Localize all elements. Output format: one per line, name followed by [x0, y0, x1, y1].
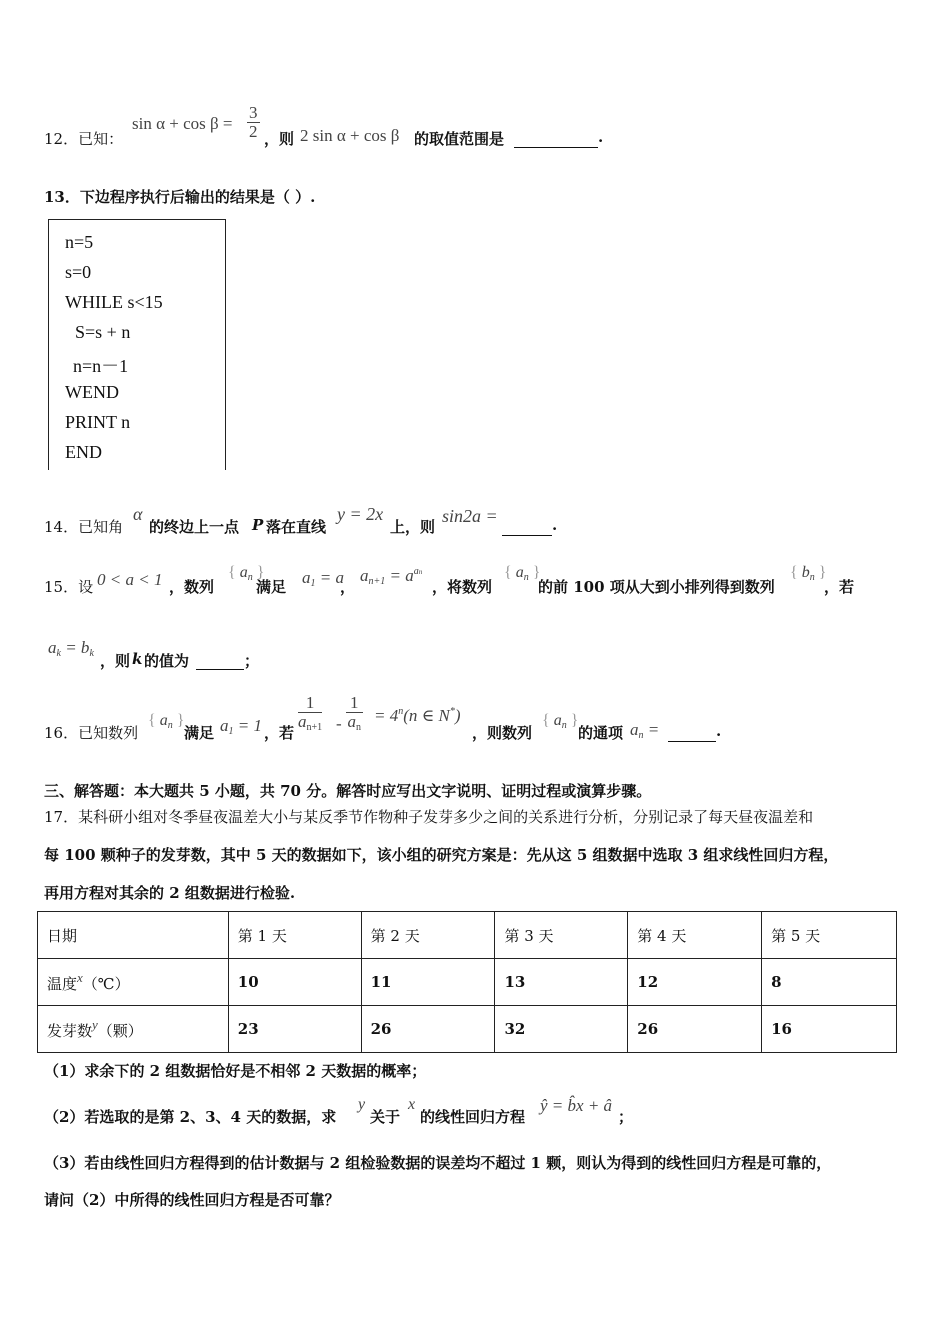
- q14-answer-blank: [502, 534, 552, 536]
- q17-regression-equation: ŷ = b̂x + â: [540, 1096, 613, 1115]
- q16-rhs-sup: n: [398, 706, 404, 717]
- q16-rhs: [374, 706, 461, 726]
- section-3-heading: 三、解答题：本大题共 5 小题，共 70 分。解答时应写出文字说明、证明过程或演算步骤。: [44, 782, 652, 800]
- q12-answer-blank: [514, 146, 598, 148]
- q14-line-equation: y = 2x: [337, 504, 384, 524]
- q16-a1-rhs: = 1: [237, 716, 262, 735]
- q17-sub2-y: y: [358, 1096, 366, 1113]
- q16-an-sub-2: n: [561, 720, 567, 731]
- q15-semicolon: ；: [244, 652, 260, 670]
- q17-sub-3-line-2: 请问（2）中所得的线性回归方程是否可靠？: [44, 1191, 340, 1209]
- q16-sequence-an-2: { $a_n$ }: [542, 712, 579, 731]
- q16-part1: 16．已知数列: [44, 724, 139, 742]
- q16-gen-letter: a: [630, 720, 639, 739]
- germination-label-cell: [38, 1006, 229, 1053]
- q16-rhs-star: *: [449, 706, 455, 717]
- q16-an-letter-2: a: [553, 712, 562, 729]
- table-cell: 13: [495, 959, 628, 1006]
- table-row-germination: [38, 1006, 897, 1053]
- code-line: n=5: [65, 232, 94, 252]
- q15-part8: 的值为: [144, 652, 190, 670]
- q15-sequence-an-2: { $a_n$ }: [504, 564, 541, 583]
- table-cell: 12: [628, 959, 762, 1006]
- q15-rec-rhs: = a: [389, 566, 414, 585]
- q16-part3: ，若: [264, 724, 295, 742]
- table-row-temperature: [38, 959, 897, 1006]
- q15-ak-letter: a: [48, 638, 57, 657]
- table-header-cell: 第 5 天: [762, 912, 897, 959]
- q12-fraction: [247, 104, 260, 141]
- q15-part1: 15．设: [44, 578, 94, 596]
- q15-rec-sub: n+1: [368, 576, 386, 587]
- q15-comma: ，: [340, 578, 356, 596]
- q17-line-2: 每 100 颗种子的发芽数，其中 5 天的数据如下，该小组的研究方案是：先从这 5 组数据中选取 3 组求线性回归方程，: [44, 846, 839, 864]
- q15-a1-sub: 1: [310, 578, 316, 589]
- q15-part5: 的前 100 项从大到小排列得到数列: [538, 578, 775, 596]
- q14-part2: 的终边上一点: [149, 518, 240, 536]
- q16-sequence-an: { $a_n$ }: [148, 712, 185, 731]
- q12-tail: 的取值范围是: [414, 130, 505, 148]
- q14-expression: sin2a =: [442, 506, 498, 526]
- temperature-var: x: [77, 970, 83, 985]
- q15-an-letter-2: a: [515, 564, 524, 581]
- q15-part2: ，数列: [169, 578, 215, 596]
- q15-part6: ，若: [824, 578, 855, 596]
- q15-k: k: [132, 650, 143, 668]
- q15-rec-sup-letter: a: [413, 566, 419, 577]
- q15-rec-lhs: a: [360, 566, 369, 585]
- q16-f2-den: [346, 713, 363, 737]
- q16-f2-num: 1: [346, 694, 363, 713]
- table-header-cell: 第 1 天: [228, 912, 361, 959]
- code-line: WHILE s<15: [65, 292, 163, 312]
- table-header-cell: 第 4 天: [628, 912, 762, 959]
- q16-fraction-2: [346, 694, 363, 737]
- q15-ak-sub: k: [56, 648, 61, 659]
- q16-gen-sub: n: [638, 730, 644, 741]
- q16-minus: -: [336, 714, 342, 733]
- q12-then: ，则: [264, 130, 295, 148]
- data-table: [37, 911, 897, 1053]
- q15-an-sub-2: n: [523, 572, 529, 583]
- q16-f1-den-letter: a: [298, 712, 307, 731]
- q16-rhs-eq: = 4: [374, 706, 399, 725]
- q17-sub2-part3: 的线性回归方程: [420, 1108, 526, 1126]
- q17-line-1: 17．某科研小组对冬季昼夜温差大小与某反季节作物种子发芽多少之间的关系进行分析，分别记录了每天昼夜温差和: [44, 808, 814, 826]
- q16-f1-num: 1: [298, 694, 322, 713]
- q15-condition: 0 < a < 1: [97, 570, 163, 589]
- table-header-cell: 日期: [38, 912, 229, 959]
- table-cell: 16: [762, 1006, 897, 1053]
- table-header-cell: 第 2 天: [361, 912, 495, 959]
- temperature-label: 温度: [47, 975, 78, 993]
- q15-part3: 满足: [256, 578, 287, 596]
- q16-fraction-1: [298, 694, 322, 737]
- q14-part1: 14．已知角: [44, 518, 124, 536]
- table-cell: 10: [228, 959, 361, 1006]
- table-cell: 26: [361, 1006, 495, 1053]
- q15-sequence-an: { $a_n$ }: [228, 564, 265, 583]
- q14-point-p: P: [252, 516, 264, 534]
- q16-rhs-close: ): [454, 706, 461, 725]
- q15-an-letter: a: [239, 564, 248, 581]
- table-header-cell: 第 3 天: [495, 912, 628, 959]
- q17-sub-1: （1）求余下的 2 组数据恰好是不相邻 2 天数据的概率；: [44, 1062, 427, 1080]
- table-cell: 26: [628, 1006, 762, 1053]
- q15-bk-sub: k: [89, 648, 94, 659]
- code-line: S=s + n: [75, 322, 131, 342]
- q12-number: 12．已知：: [44, 130, 124, 148]
- q15-an-sub: n: [247, 572, 253, 583]
- q16-gen-eq: =: [647, 720, 660, 739]
- q15-a1-letter: a: [302, 568, 311, 587]
- code-line: PRINT n: [65, 412, 131, 432]
- code-line: WEND: [65, 382, 119, 402]
- table-header-row: [38, 912, 897, 959]
- germination-var: y: [92, 1017, 98, 1032]
- q15-ak-equation: [48, 638, 94, 659]
- program-code-box: [48, 219, 226, 470]
- q17-sub2-part2: 关于: [370, 1108, 401, 1126]
- code-line: n=n－1: [73, 356, 129, 376]
- q16-general-term: [630, 720, 659, 741]
- q17-sub2-x: x: [408, 1096, 416, 1113]
- q17-sub2-part1: （2）若选取的是第 2、3、4 天的数据，求: [44, 1108, 337, 1126]
- q12-frac-numerator: 3: [249, 103, 258, 122]
- q16-part4: ，则数列: [472, 724, 533, 742]
- q12-frac-denominator: 2: [249, 122, 258, 141]
- question-13-text: 13．下边程序执行后输出的结果是（ ）.: [44, 188, 316, 206]
- q14-period: .: [552, 516, 558, 534]
- table-cell: 32: [495, 1006, 628, 1053]
- q12-expression-2: 2 sin α + cos β: [300, 126, 400, 145]
- q15-bn-letter: b: [801, 564, 810, 581]
- q16-f1-den: [298, 713, 322, 737]
- q15-part4: ，将数列: [432, 578, 493, 596]
- q15-bn-sub: n: [809, 572, 815, 583]
- q16-part5: 的通项: [578, 724, 624, 742]
- q16-f2-den-letter: a: [347, 712, 356, 731]
- q16-rhs-cond: (n ∈ N: [403, 706, 450, 725]
- code-line: s=0: [65, 262, 92, 282]
- table-cell: 8: [762, 959, 897, 1006]
- q16-an-letter: a: [159, 712, 168, 729]
- q16-initial: [220, 716, 262, 737]
- q15-initial: [302, 568, 344, 589]
- q15-rec-sup-sub: n: [418, 568, 423, 576]
- q15-ak-eq: = b: [65, 638, 90, 657]
- q16-answer-blank: [668, 740, 716, 742]
- q15-a1-rhs: = a: [319, 568, 344, 587]
- q15-sequence-bn: { $b_n$ }: [790, 564, 827, 583]
- q15-recurrence: [360, 566, 422, 587]
- table-cell: 23: [228, 1006, 361, 1053]
- q14-part4: 上，则: [390, 518, 436, 536]
- germination-unit: （颗）: [97, 1022, 143, 1040]
- q15-part7: ，则: [100, 652, 131, 670]
- q14-part3: 落在直线: [266, 518, 327, 536]
- q15-answer-blank: [196, 668, 244, 670]
- q12-expression: sin α + cos β =: [132, 114, 233, 133]
- q15-rec-sup: [414, 566, 423, 577]
- table-cell: 11: [361, 959, 495, 1006]
- temperature-label-cell: [38, 959, 229, 1006]
- q17-line-3: 再用方程对其余的 2 组数据进行检验.: [44, 884, 296, 902]
- q16-period: .: [716, 722, 722, 740]
- q16-f1-den-sub: n+1: [306, 722, 323, 733]
- code-line: END: [65, 442, 102, 462]
- q17-sub-3-line-1: （3）若由线性回归方程得到的估计数据与 2 组检验数据的误差均不超过 1 颗，则认为得到的线性回归方程是可靠的，: [44, 1154, 832, 1172]
- q16-a1-sub: 1: [228, 726, 234, 737]
- q17-sub2-end: ；: [618, 1108, 634, 1126]
- q16-a1-letter: a: [220, 716, 229, 735]
- temperature-unit: （℃）: [82, 975, 130, 993]
- q16-part2: 满足: [184, 724, 215, 742]
- q12-period: .: [598, 128, 604, 146]
- q16-f2-den-sub: n: [356, 722, 361, 733]
- q14-alpha: α: [133, 504, 143, 524]
- q16-an-sub: n: [167, 720, 173, 731]
- germination-label: 发芽数: [47, 1022, 93, 1040]
